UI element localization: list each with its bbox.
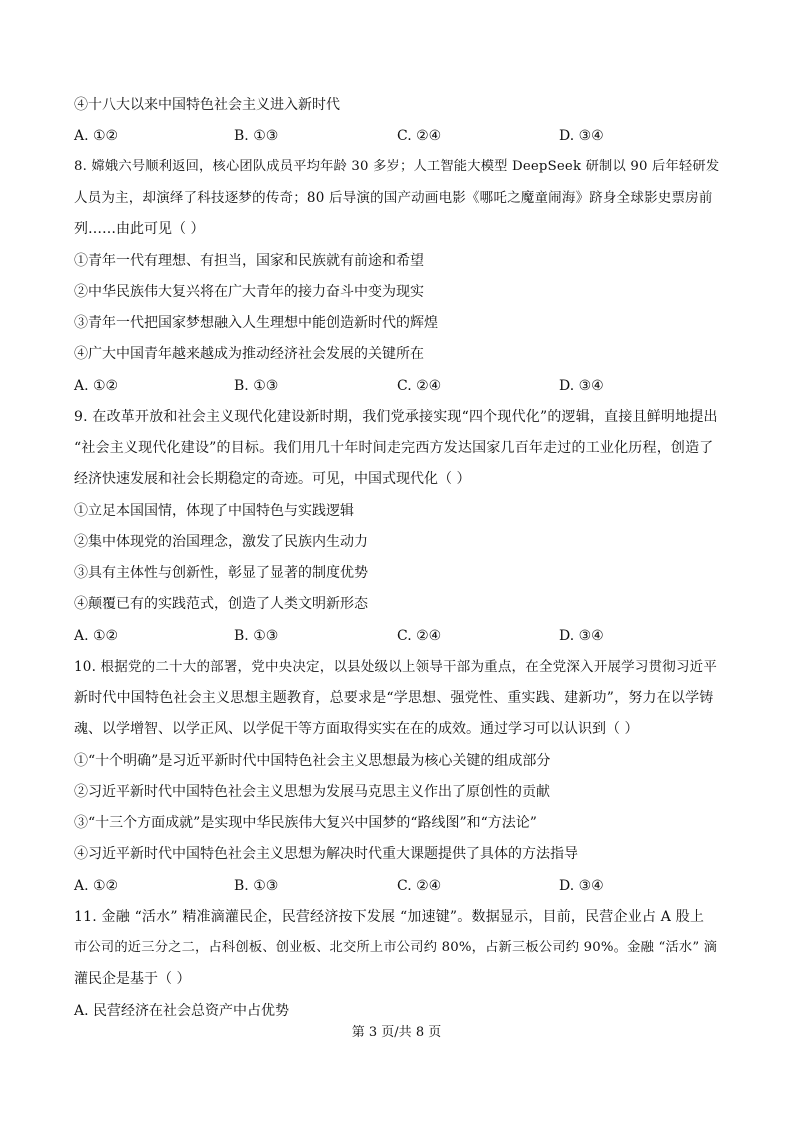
question-item: ①立足本国国情，体现了中国特色与实践逻辑 (74, 503, 354, 519)
question-item: ③青年一代把国家梦想融入人生理想中能创造新时代的辉煌 (74, 315, 438, 331)
question-item: ②习近平新时代中国特色社会主义思想为发展马克思主义作出了原创性的贡献 (74, 784, 550, 800)
question-item: ③“十三个方面成就”是实现中华民族伟大复兴中国梦的“路线图”和“方法论” (74, 815, 537, 831)
option-b: B. ①③ (234, 378, 279, 394)
question-stem-line: 9. 在改革开放和社会主义现代化建设新时期，我们党承接实现“四个现代化”的逻辑，直接且鲜明地提出 (74, 409, 718, 425)
option-c: C. ②④ (397, 128, 442, 144)
question-stem-line: 市公司的近三分之二，占科创板、创业板、北交所上市公司约 80%，占新三板公司约 90%。金融 “活水” 滴 (74, 940, 718, 955)
question-stem-line: 灌民企是基于（ ） (74, 971, 191, 987)
question-item: ④习近平新时代中国特色社会主义思想为解决时代重大课题提供了具体的方法指导 (74, 846, 578, 862)
answer-options (74, 376, 714, 396)
question-item: ④十八大以来中国特色社会主义进入新时代 (74, 97, 340, 113)
option-a: A. ①② (74, 378, 119, 394)
question-stem-line: 魂、以学增智、以学正风、以学促干等方面取得实实在在的成效。通过学习可以认识到（ ） (74, 721, 639, 737)
question-item: ②集中体现党的治国理念，激发了民族内生动力 (74, 534, 368, 550)
option-d: D. ③④ (559, 628, 604, 644)
question-stem-line: 8. 嫦娥六号顺利返回，核心团队成员平均年龄 30 多岁；人工智能大模型 DeepSeek 研制以 90 后年轻研发 (74, 159, 720, 174)
option-c: C. ②④ (397, 628, 442, 644)
question-item: ①“十个明确”是习近平新时代中国特色社会主义思想最为核心关键的组成部分 (74, 753, 551, 769)
option-c: C. ②④ (397, 878, 442, 894)
question-stem-line: 人员为主，却演绎了科技逐梦的传奇；80 后导演的国产动画电影《哪吒之魔童闹海》跻身全球影史票房前 (74, 190, 713, 206)
option-a: A. ①② (74, 628, 119, 644)
question-item: ③具有主体性与创新性，彰显了显著的制度优势 (74, 565, 368, 581)
question-stem-line: “社会主义现代化建设”的目标。我们用几十年时间走完西方发达国家几百年走过的工业化历程，创造了 (74, 440, 714, 456)
option-a: A. ①② (74, 878, 119, 894)
option-d: D. ③④ (559, 128, 604, 144)
question-stem-line: 列……由此可见（ ） (74, 221, 205, 237)
question-stem-line: 新时代中国特色社会主义思想主题教育，总要求是“学思想、强党性、重实践、建新功”，努力在以学铸 (74, 690, 714, 706)
question-item: ④颠覆已有的实践范式，创造了人类文明新形态 (74, 596, 368, 612)
answer-options (74, 626, 714, 646)
question-stem-line: 11. 金融 “活水” 精准滴灌民企，民营经济按下发展 “加速键”。数据显示，目前，民营企业占 A 股上 (74, 909, 705, 925)
question-item: A. 民营经济在社会总资产中占优势 (74, 1003, 290, 1019)
option-a: A. ①② (74, 128, 119, 144)
question-stem-line: 10. 根据党的二十大的部署，党中央决定，以县处级以上领导干部为重点，在全党深入开展学习贯彻习近平 (74, 659, 718, 675)
page-footer: 第 3 页/共 8 页 (351, 1025, 442, 1040)
question-item: ①青年一代有理想、有担当，国家和民族就有前途和希望 (74, 253, 424, 269)
option-b: B. ①③ (234, 628, 279, 644)
answer-options (74, 126, 714, 146)
option-d: D. ③④ (559, 878, 604, 894)
option-b: B. ①③ (234, 128, 279, 144)
question-item: ④广大中国青年越来越成为推动经济社会发展的关键所在 (74, 346, 424, 362)
answer-options (74, 876, 714, 896)
option-b: B. ①③ (234, 878, 279, 894)
question-stem-line: 经济快速发展和社会长期稳定的奇迹。可见，中国式现代化（ ） (74, 471, 471, 487)
option-c: C. ②④ (397, 378, 442, 394)
question-item: ②中华民族伟大复兴将在广大青年的接力奋斗中变为现实 (74, 284, 424, 300)
option-d: D. ③④ (559, 378, 604, 394)
